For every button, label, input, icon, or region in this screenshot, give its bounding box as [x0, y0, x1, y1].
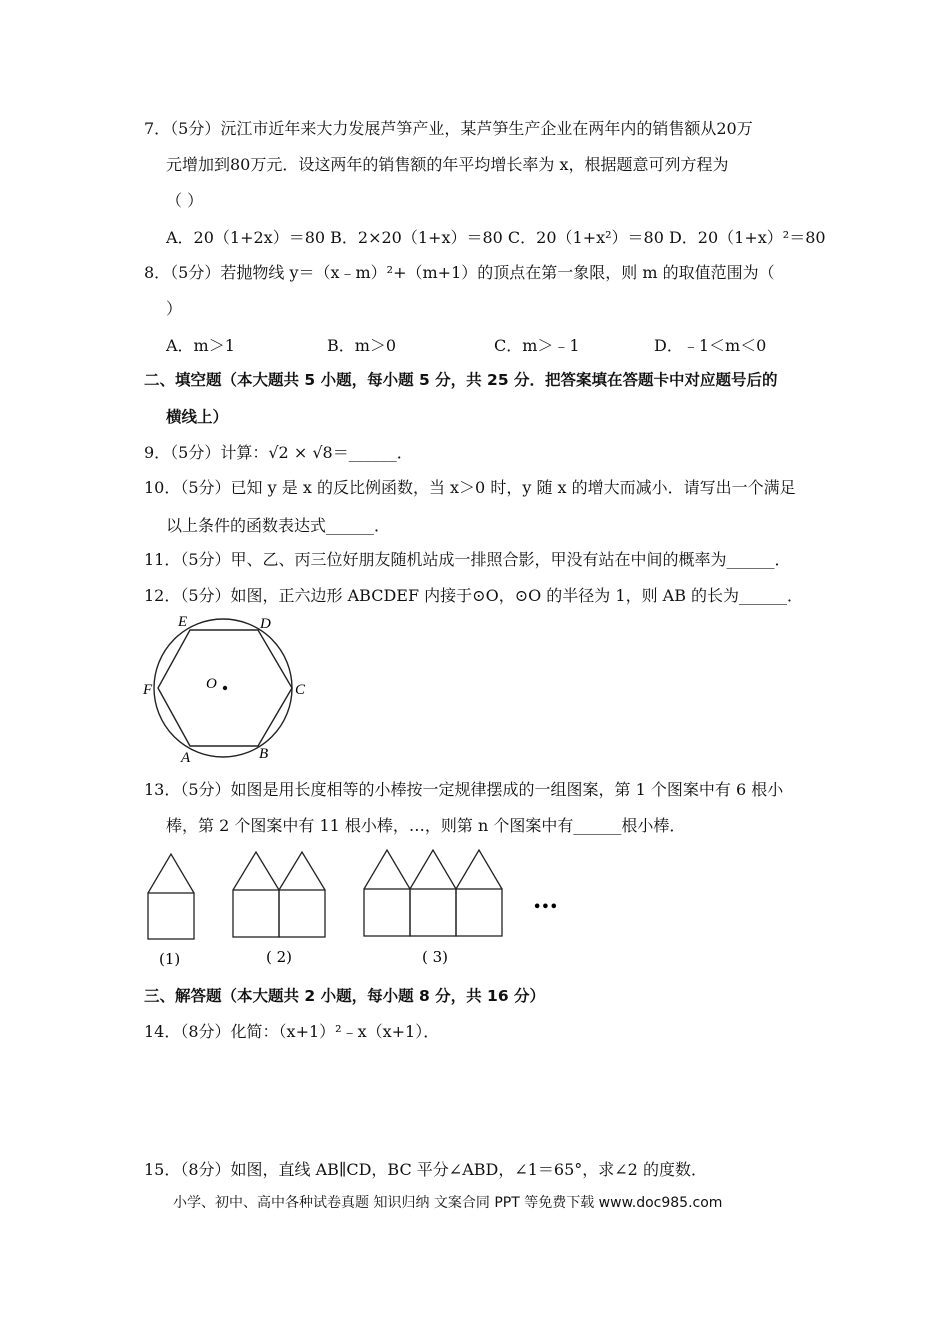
q10-line1: 10．（5分）已知 y 是 x 的反比例函数，当 x＞0 时，y 随 x 的增大而减小．请写出一个满足: [144, 478, 796, 497]
q8-option-d: D．﹣1＜m＜0: [654, 336, 767, 355]
q8-option-a: A．m＞1: [166, 336, 235, 355]
q11: 11．（5分）甲、乙、丙三位好朋友随机站成一排照合影，甲没有站在中间的概率为______．: [144, 550, 791, 569]
section3-heading: 三、解答题（本大题共 2 小题，每小题 8 分，共 16 分）: [144, 987, 546, 1005]
q15: 15．（8分）如图，直线 AB∥CD，BC 平分∠ABD，∠1＝65°，求∠2 的度数．: [144, 1160, 707, 1179]
q7-line3: （ ）: [166, 191, 204, 210]
label-b: B: [259, 746, 269, 762]
caption-2: ( 2): [266, 948, 293, 966]
q10-line2: 以上条件的函数表达式______．: [166, 516, 391, 535]
section2-heading-line2: 横线上）: [166, 408, 229, 426]
q13-line2: 棒，第 2 个图案中有 11 根小棒，…，则第 n 个图案中有______根小棒．: [166, 816, 686, 835]
q12: 12．（5分）如图，正六边形 ABCDEF 内接于⊙O，⊙O 的半径为 1，则 AB 的长为______．: [144, 586, 804, 605]
q9: 9．（5分）计算：√2 × √8＝______．: [144, 443, 413, 462]
label-e: E: [178, 614, 188, 630]
pattern-3: [364, 850, 502, 936]
q13-line1: 13．（5分）如图是用长度相等的小棒按一定规律摆成的一组图案，第 1 个图案中有 6 根小: [144, 780, 784, 799]
pattern-ellipsis: •••: [533, 900, 558, 915]
center-dot: [223, 686, 227, 690]
label-c: C: [295, 682, 306, 698]
q8-option-c: C．m＞﹣1: [494, 336, 580, 355]
q13-stick-patterns: [140, 848, 570, 973]
label-a: A: [181, 750, 191, 766]
q8-option-b: B．m＞0: [327, 336, 397, 355]
caption-1: (1): [159, 950, 181, 968]
q8-line2: ）: [166, 299, 183, 318]
footer-banner: 小学、初中、高中各种试卷真题 知识归纳 文案合同 PPT 等免费下载 www.doc985.com: [173, 1195, 723, 1211]
caption-3: ( 3): [422, 948, 449, 966]
pattern-2: [233, 852, 325, 937]
section2-heading: 二、填空题（本大题共 5 小题，每小题 5 分，共 25 分．把答案填在答题卡中对应题号后的: [144, 371, 778, 389]
q7-line1: 7．（5分）沅江市近年来大力发展芦笋产业，某芦笋生产企业在两年内的销售额从20万: [144, 119, 753, 138]
q14: 14．（8分）化简：（x+1）²﹣x（x+1）．: [144, 1022, 440, 1041]
q7-options: A．20（1+2x）＝80 B．2×20（1+x）＝80 C．20（1+x²）＝80 D．20（1+x）²＝80: [166, 228, 826, 247]
label-o: O: [206, 676, 217, 692]
label-d: D: [260, 616, 271, 632]
q7-line2: 元增加到80万元．设这两年的销售额的年平均增长率为 x，根据题意可列方程为: [166, 155, 729, 174]
q8-line1: 8．（5分）若抛物线 y＝（x﹣m）²+（m+1）的顶点在第一象限，则 m 的取值范围为（: [144, 263, 775, 282]
pattern-1: [148, 854, 194, 939]
label-f: F: [143, 682, 153, 698]
q12-hexagon-figure: [140, 612, 320, 767]
